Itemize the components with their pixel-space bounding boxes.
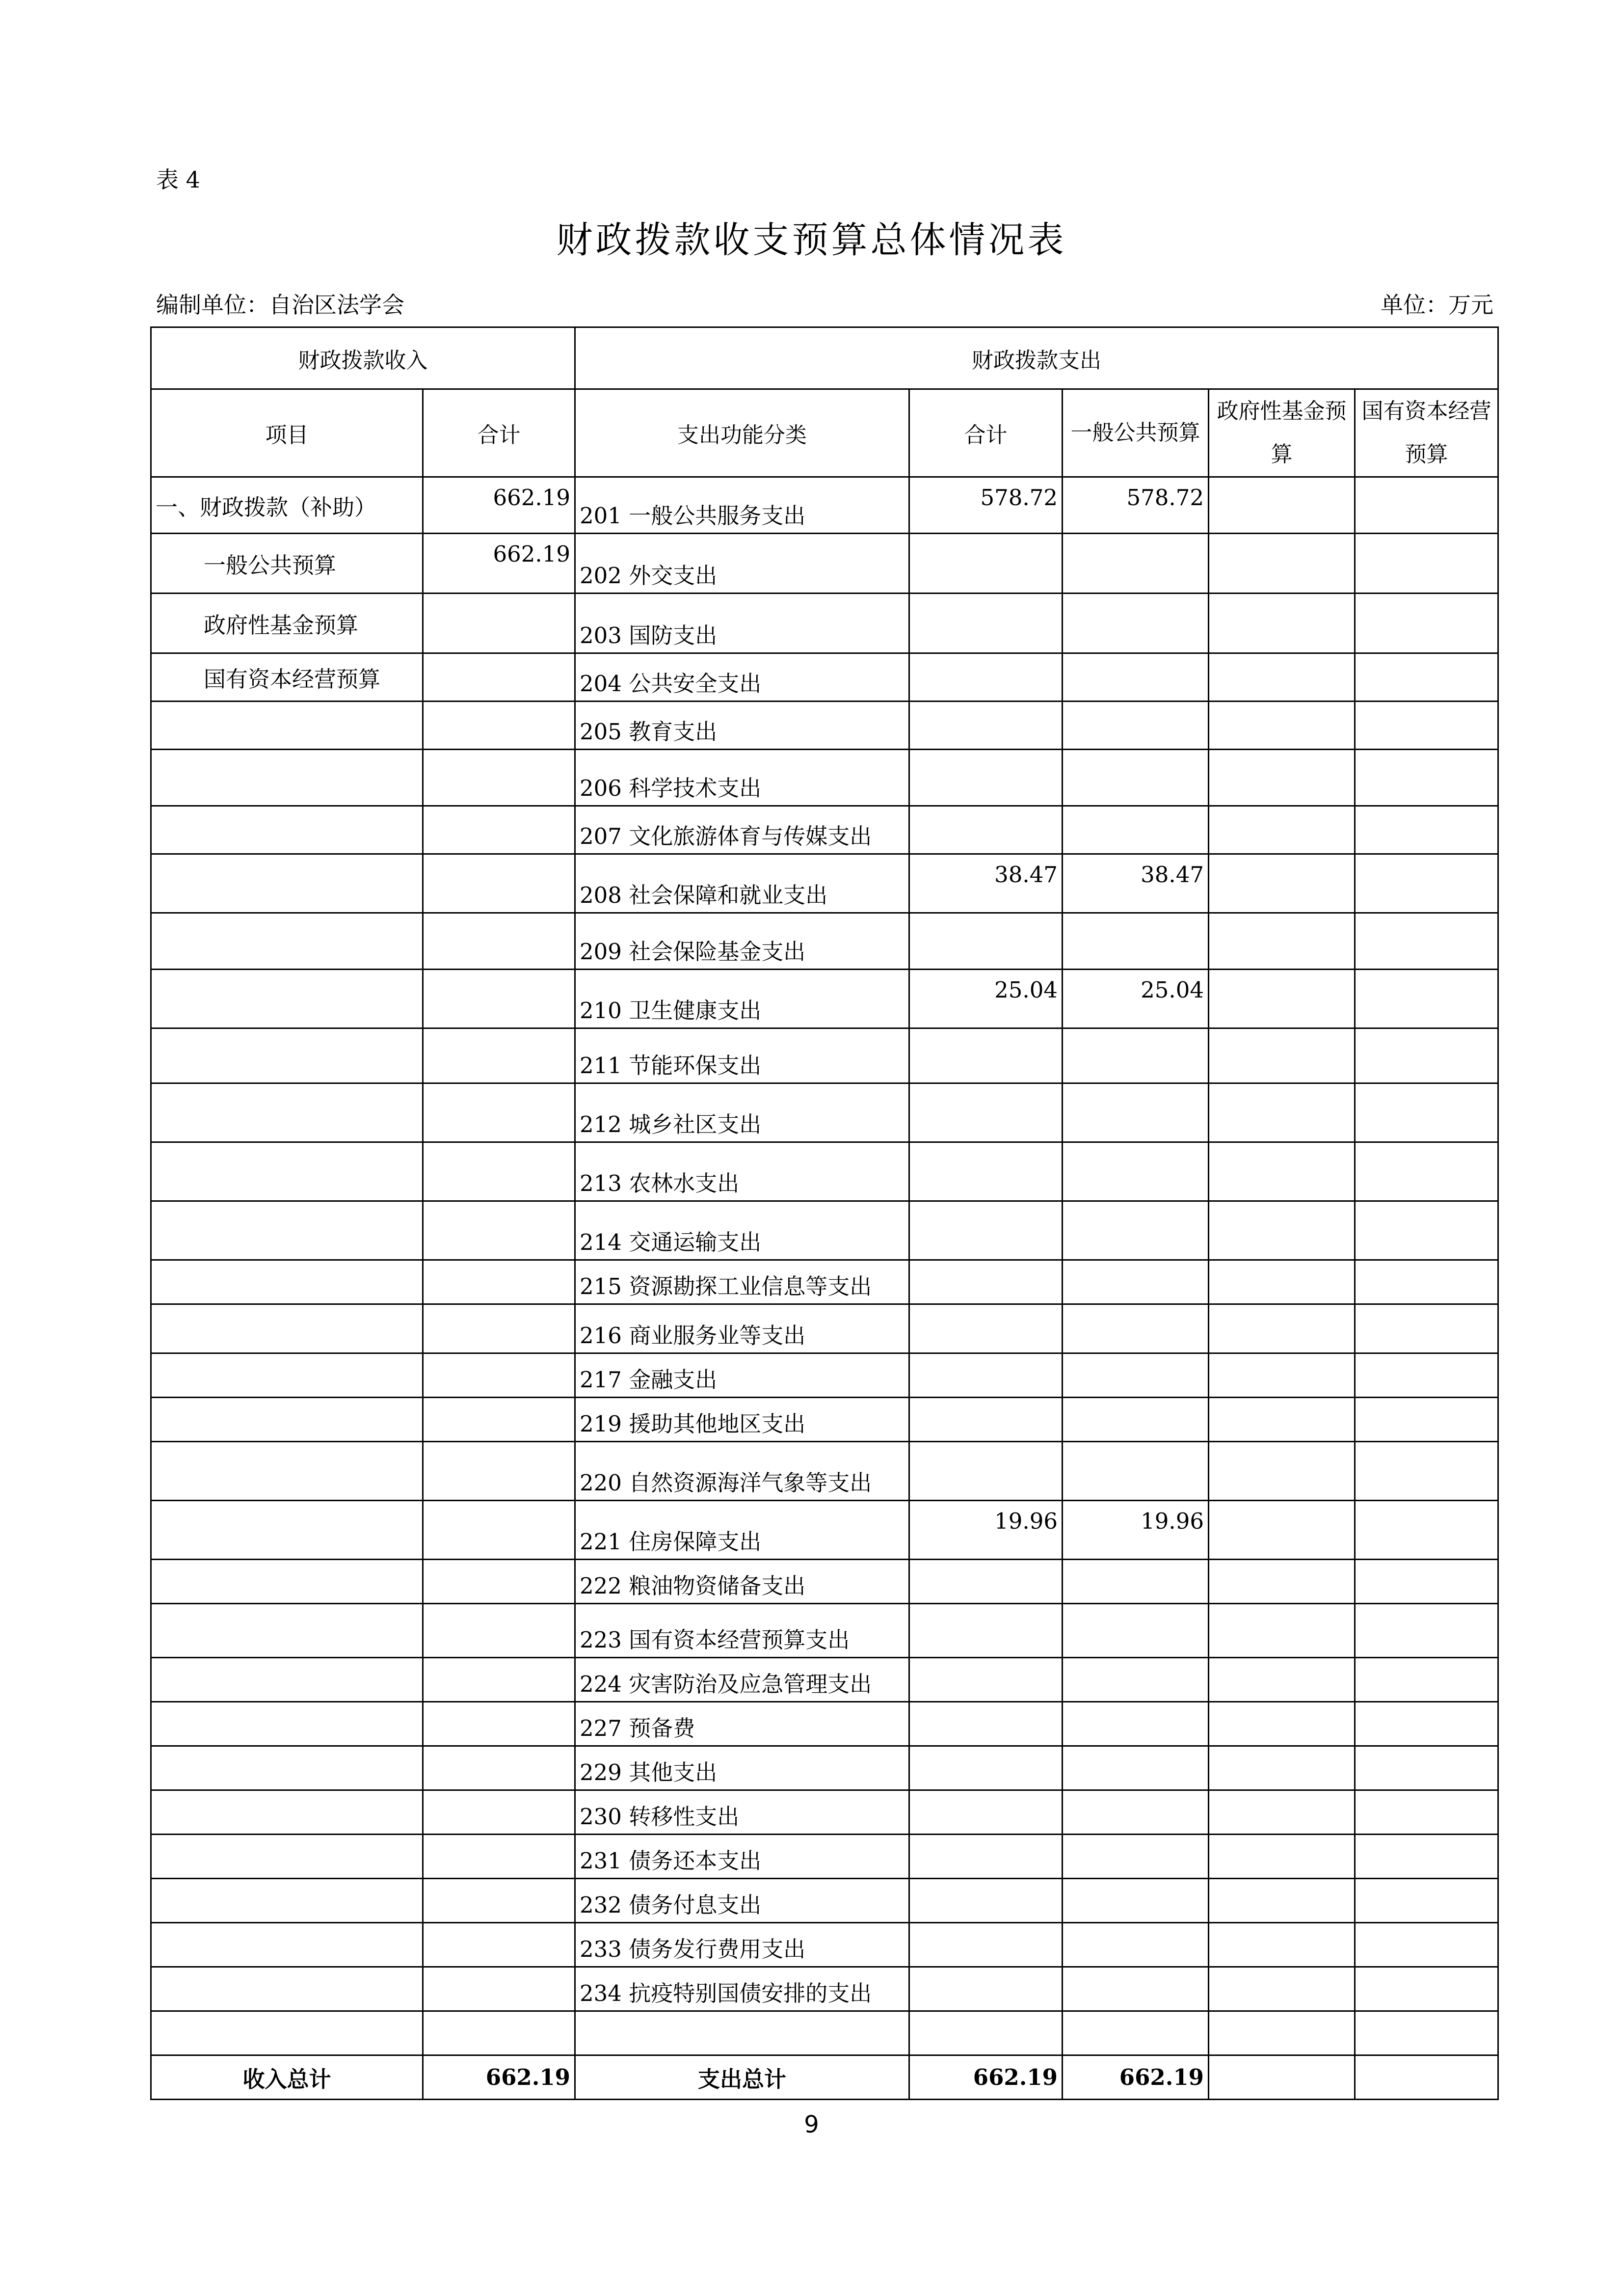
fund-budget-cell — [1209, 1304, 1355, 1353]
expense-total-cell — [909, 1658, 1063, 1702]
table-row — [151, 1201, 1498, 1260]
fund-budget-cell — [1209, 1923, 1355, 1967]
income-total-cell — [423, 1658, 575, 1702]
general-budget-cell — [1063, 594, 1209, 653]
soe-budget-cell — [1355, 594, 1498, 653]
expense-total-cell — [909, 1967, 1063, 2011]
fund-budget-cell — [1209, 750, 1355, 806]
income-item-cell — [151, 1746, 423, 1790]
soe-budget-cell — [1355, 1746, 1498, 1790]
income-item-cell — [151, 1083, 423, 1142]
table-number: 表 4 — [156, 166, 200, 193]
income-total-label: 收入总计 — [151, 2055, 423, 2100]
income-total-cell — [423, 913, 575, 970]
table-row — [151, 806, 1498, 854]
group-expense-header: 财政拨款支出 — [575, 327, 1498, 389]
expense-item-cell: 219 援助其他地区支出 — [575, 1398, 909, 1442]
table-row — [151, 2011, 1498, 2055]
income-total-cell — [423, 1702, 575, 1746]
general-grand-total: 662.19 — [1063, 2055, 1209, 2100]
fund-budget-cell — [1209, 970, 1355, 1028]
general-budget-cell — [1063, 1353, 1209, 1398]
income-item-cell — [151, 854, 423, 913]
general-budget-cell — [1063, 1398, 1209, 1442]
income-item-cell — [151, 1658, 423, 1702]
income-total-cell — [423, 1083, 575, 1142]
soe-budget-cell — [1355, 1790, 1498, 1835]
income-item-cell — [151, 1879, 423, 1923]
income-total-cell — [423, 1028, 575, 1083]
income-total-cell — [423, 1879, 575, 1923]
income-total-cell — [423, 1560, 575, 1604]
income-total-cell — [423, 806, 575, 854]
expense-item-cell: 212 城乡社区支出 — [575, 1083, 909, 1142]
expense-item-cell: 229 其他支出 — [575, 1746, 909, 1790]
table-row — [151, 970, 1498, 1028]
expense-total-cell — [909, 702, 1063, 750]
fund-budget-cell — [1209, 594, 1355, 653]
expense-total-cell — [909, 1260, 1063, 1304]
soe-budget-cell — [1355, 1501, 1498, 1560]
income-total-cell: 662.19 — [423, 534, 575, 594]
income-item-cell — [151, 1560, 423, 1604]
soe-budget-cell — [1355, 1028, 1498, 1083]
general-budget-cell — [1063, 1835, 1209, 1879]
col-general-header: 一般公共预算 — [1063, 389, 1209, 477]
table-row — [151, 1702, 1498, 1746]
income-item-cell — [151, 1501, 423, 1560]
general-budget-cell: 38.47 — [1063, 854, 1209, 913]
fund-budget-cell — [1209, 1835, 1355, 1879]
expense-total-cell — [909, 1142, 1063, 1201]
income-item-cell — [151, 970, 423, 1028]
income-total-cell — [423, 1967, 575, 2011]
income-item-cell — [151, 1028, 423, 1083]
general-budget-cell — [1063, 1260, 1209, 1304]
general-budget-cell — [1063, 2011, 1209, 2055]
income-total-cell — [423, 1142, 575, 1201]
soe-grand-total — [1355, 2055, 1498, 2100]
soe-budget-cell — [1355, 1442, 1498, 1501]
expense-total-cell — [909, 750, 1063, 806]
expense-item-cell: 208 社会保障和就业支出 — [575, 854, 909, 913]
income-item-cell — [151, 1142, 423, 1201]
income-item-cell — [151, 1442, 423, 1501]
soe-budget-cell — [1355, 806, 1498, 854]
expense-item-cell: 231 债务还本支出 — [575, 1835, 909, 1879]
page-number: 9 — [804, 2111, 819, 2138]
fund-budget-cell — [1209, 1967, 1355, 2011]
table-row — [151, 1790, 1498, 1835]
expense-total-cell — [909, 653, 1063, 702]
general-budget-cell — [1063, 1304, 1209, 1353]
table-row — [151, 1398, 1498, 1442]
fund-budget-cell — [1209, 1028, 1355, 1083]
soe-budget-cell — [1355, 2011, 1498, 2055]
fund-budget-cell — [1209, 1560, 1355, 1604]
income-total-cell — [423, 1304, 575, 1353]
expense-item-cell: 207 文化旅游体育与传媒支出 — [575, 806, 909, 854]
expense-total-cell — [909, 1442, 1063, 1501]
general-budget-cell — [1063, 913, 1209, 970]
general-budget-cell — [1063, 806, 1209, 854]
expense-total-cell — [909, 1923, 1063, 1967]
col-total-in-header: 合计 — [423, 389, 575, 477]
income-item-cell — [151, 806, 423, 854]
income-total-cell — [423, 1604, 575, 1658]
fund-grand-total — [1209, 2055, 1355, 2100]
table-row — [151, 653, 1498, 702]
expense-total-cell — [909, 1835, 1063, 1879]
table-row — [151, 1353, 1498, 1398]
col-func-class-header: 支出功能分类 — [575, 389, 909, 477]
income-total-cell — [423, 970, 575, 1028]
general-budget-cell — [1063, 1790, 1209, 1835]
income-total-cell — [423, 2011, 575, 2055]
income-item-cell — [151, 2011, 423, 2055]
general-budget-cell — [1063, 1967, 1209, 2011]
expense-item-cell: 201 一般公共服务支出 — [575, 477, 909, 534]
expense-item-cell: 213 农林水支出 — [575, 1142, 909, 1201]
table-row — [151, 1304, 1498, 1353]
expense-total-cell — [909, 1560, 1063, 1604]
income-total-cell — [423, 1353, 575, 1398]
expense-total-cell — [909, 1790, 1063, 1835]
table-row — [151, 1083, 1498, 1142]
fund-budget-cell — [1209, 477, 1355, 534]
general-budget-cell — [1063, 1201, 1209, 1260]
expense-total-cell — [909, 1028, 1063, 1083]
soe-budget-cell — [1355, 1702, 1498, 1746]
general-budget-cell — [1063, 1142, 1209, 1201]
income-item-cell: 一般公共预算 — [151, 534, 423, 594]
unit-label: 单位：万元 — [1381, 292, 1493, 318]
income-item-cell — [151, 1260, 423, 1304]
income-item-cell — [151, 1923, 423, 1967]
income-total-cell — [423, 1923, 575, 1967]
expense-total-cell — [909, 806, 1063, 854]
income-total-cell — [423, 1790, 575, 1835]
income-total-cell — [423, 1835, 575, 1879]
expense-total-cell — [909, 1353, 1063, 1398]
soe-budget-cell — [1355, 1398, 1498, 1442]
table-row — [151, 594, 1498, 653]
soe-budget-cell — [1355, 854, 1498, 913]
fund-budget-cell — [1209, 913, 1355, 970]
income-total-cell — [423, 854, 575, 913]
expense-total-cell — [909, 1879, 1063, 1923]
income-total-cell — [423, 1201, 575, 1260]
income-total-cell: 662.19 — [423, 477, 575, 534]
expense-item-cell: 206 科学技术支出 — [575, 750, 909, 806]
soe-budget-cell — [1355, 1304, 1498, 1353]
expense-total-cell — [909, 913, 1063, 970]
expense-total-cell — [909, 1604, 1063, 1658]
income-total-cell — [423, 1398, 575, 1442]
soe-budget-cell — [1355, 1604, 1498, 1658]
table-row — [151, 1923, 1498, 1967]
general-budget-cell — [1063, 1879, 1209, 1923]
income-item-cell — [151, 913, 423, 970]
income-total-cell — [423, 702, 575, 750]
fund-budget-cell — [1209, 1790, 1355, 1835]
expense-item-cell: 227 预备费 — [575, 1702, 909, 1746]
expense-total-cell — [909, 1201, 1063, 1260]
income-total-cell — [423, 1501, 575, 1560]
expense-total-cell — [909, 534, 1063, 594]
expense-total-cell: 19.96 — [909, 1501, 1063, 1560]
income-total-cell — [423, 653, 575, 702]
soe-budget-cell — [1355, 1658, 1498, 1702]
expense-item-cell: 233 债务发行费用支出 — [575, 1923, 909, 1967]
soe-budget-cell — [1355, 1083, 1498, 1142]
fund-budget-cell — [1209, 1501, 1355, 1560]
soe-budget-cell — [1355, 1835, 1498, 1879]
general-budget-cell — [1063, 1560, 1209, 1604]
table-row — [151, 1835, 1498, 1879]
fund-budget-cell — [1209, 1658, 1355, 1702]
fund-budget-cell — [1209, 1442, 1355, 1501]
income-grand-total: 662.19 — [423, 2055, 575, 2100]
soe-budget-cell — [1355, 750, 1498, 806]
table-row — [151, 1260, 1498, 1304]
income-item-cell — [151, 1702, 423, 1746]
income-item-cell — [151, 1604, 423, 1658]
totals-row — [151, 2055, 1498, 2100]
table-row — [151, 1967, 1498, 2011]
income-item-cell — [151, 1967, 423, 2011]
expense-total-cell: 25.04 — [909, 970, 1063, 1028]
expense-item-cell: 211 节能环保支出 — [575, 1028, 909, 1083]
expense-item-cell: 230 转移性支出 — [575, 1790, 909, 1835]
soe-budget-cell — [1355, 1142, 1498, 1201]
expense-total-cell — [909, 1398, 1063, 1442]
fund-budget-cell — [1209, 806, 1355, 854]
group-header-row — [151, 327, 1498, 389]
expense-item-cell: 204 公共安全支出 — [575, 653, 909, 702]
col-total-out-header: 合计 — [909, 389, 1063, 477]
expense-item-cell: 215 资源勘探工业信息等支出 — [575, 1260, 909, 1304]
general-budget-cell: 578.72 — [1063, 477, 1209, 534]
expense-item-cell: 203 国防支出 — [575, 594, 909, 653]
fund-budget-cell — [1209, 534, 1355, 594]
income-total-cell — [423, 1260, 575, 1304]
page-title: 财政拨款收支预算总体情况表 — [556, 219, 1067, 261]
col-fund-header: 政府性基金预算 — [1209, 389, 1355, 477]
soe-budget-cell — [1355, 477, 1498, 534]
fund-budget-cell — [1209, 1201, 1355, 1260]
fund-budget-cell — [1209, 1353, 1355, 1398]
expense-total-cell — [909, 1083, 1063, 1142]
general-budget-cell — [1063, 1083, 1209, 1142]
expense-total-cell: 38.47 — [909, 854, 1063, 913]
table-row — [151, 702, 1498, 750]
table-row — [151, 1142, 1498, 1201]
expense-total-cell — [909, 1746, 1063, 1790]
fund-budget-cell — [1209, 1083, 1355, 1142]
soe-budget-cell — [1355, 1560, 1498, 1604]
fund-budget-cell — [1209, 1142, 1355, 1201]
income-item-cell — [151, 1835, 423, 1879]
general-budget-cell — [1063, 1702, 1209, 1746]
table-row — [151, 1604, 1498, 1658]
income-item-cell: 国有资本经营预算 — [151, 653, 423, 702]
income-item-cell — [151, 1398, 423, 1442]
soe-budget-cell — [1355, 1260, 1498, 1304]
general-budget-cell — [1063, 1442, 1209, 1501]
expense-item-cell: 205 教育支出 — [575, 702, 909, 750]
expense-item-cell: 210 卫生健康支出 — [575, 970, 909, 1028]
income-item-cell — [151, 702, 423, 750]
expense-total-cell: 578.72 — [909, 477, 1063, 534]
expense-item-cell: 202 外交支出 — [575, 534, 909, 594]
general-budget-cell — [1063, 1604, 1209, 1658]
table-row — [151, 1658, 1498, 1702]
income-total-cell — [423, 1442, 575, 1501]
soe-budget-cell — [1355, 1879, 1498, 1923]
expense-total-label: 支出总计 — [575, 2055, 909, 2100]
table-row — [151, 750, 1498, 806]
expense-item-cell: 214 交通运输支出 — [575, 1201, 909, 1260]
fund-budget-cell — [1209, 1604, 1355, 1658]
expense-item-cell: 232 债务付息支出 — [575, 1879, 909, 1923]
expense-item-cell: 209 社会保险基金支出 — [575, 913, 909, 970]
table-row — [151, 534, 1498, 594]
col-soe-header: 国有资本经营预算 — [1355, 389, 1498, 477]
table-row — [151, 1442, 1498, 1501]
general-budget-cell: 19.96 — [1063, 1501, 1209, 1560]
income-item-cell — [151, 1790, 423, 1835]
general-budget-cell — [1063, 534, 1209, 594]
table-row — [151, 1028, 1498, 1083]
expense-item-cell: 222 粮油物资储备支出 — [575, 1560, 909, 1604]
compiling-unit: 编制单位：自治区法学会 — [156, 292, 404, 318]
table-row — [151, 477, 1498, 534]
table-row — [151, 854, 1498, 913]
fund-budget-cell — [1209, 854, 1355, 913]
general-budget-cell — [1063, 702, 1209, 750]
table-row — [151, 913, 1498, 970]
soe-budget-cell — [1355, 534, 1498, 594]
expense-total-cell — [909, 1702, 1063, 1746]
income-item-cell: 政府性基金预算 — [151, 594, 423, 653]
table-row — [151, 1501, 1498, 1560]
budget-table — [150, 326, 1499, 2100]
income-item-cell — [151, 1304, 423, 1353]
soe-budget-cell — [1355, 1967, 1498, 2011]
expense-grand-total: 662.19 — [909, 2055, 1063, 2100]
expense-total-cell — [909, 2011, 1063, 2055]
col-item-header: 项目 — [151, 389, 423, 477]
expense-total-cell — [909, 594, 1063, 653]
table-row — [151, 1560, 1498, 1604]
soe-budget-cell — [1355, 1923, 1498, 1967]
column-header-row — [151, 389, 1498, 477]
expense-item-cell: 216 商业服务业等支出 — [575, 1304, 909, 1353]
expense-total-cell — [909, 1304, 1063, 1353]
expense-item-cell: 217 金融支出 — [575, 1353, 909, 1398]
soe-budget-cell — [1355, 913, 1498, 970]
fund-budget-cell — [1209, 1702, 1355, 1746]
soe-budget-cell — [1355, 702, 1498, 750]
expense-item-cell: 234 抗疫特别国债安排的支出 — [575, 1967, 909, 2011]
income-item-cell: 一、财政拨款（补助） — [151, 477, 423, 534]
fund-budget-cell — [1209, 1746, 1355, 1790]
expense-item-cell: 224 灾害防治及应急管理支出 — [575, 1658, 909, 1702]
fund-budget-cell — [1209, 1398, 1355, 1442]
group-income-header: 财政拨款收入 — [151, 327, 575, 389]
expense-item-cell: 221 住房保障支出 — [575, 1501, 909, 1560]
expense-item-cell: 223 国有资本经营预算支出 — [575, 1604, 909, 1658]
general-budget-cell: 25.04 — [1063, 970, 1209, 1028]
soe-budget-cell — [1355, 653, 1498, 702]
soe-budget-cell — [1355, 1201, 1498, 1260]
general-budget-cell — [1063, 653, 1209, 702]
income-total-cell — [423, 594, 575, 653]
income-total-cell — [423, 1746, 575, 1790]
fund-budget-cell — [1209, 1260, 1355, 1304]
general-budget-cell — [1063, 1923, 1209, 1967]
fund-budget-cell — [1209, 702, 1355, 750]
fund-budget-cell — [1209, 1879, 1355, 1923]
table-row — [151, 1746, 1498, 1790]
general-budget-cell — [1063, 1658, 1209, 1702]
fund-budget-cell — [1209, 653, 1355, 702]
table-row — [151, 1879, 1498, 1923]
expense-item-cell: 220 自然资源海洋气象等支出 — [575, 1442, 909, 1501]
income-item-cell — [151, 750, 423, 806]
income-item-cell — [151, 1353, 423, 1398]
fund-budget-cell — [1209, 2011, 1355, 2055]
income-item-cell — [151, 1201, 423, 1260]
general-budget-cell — [1063, 750, 1209, 806]
general-budget-cell — [1063, 1028, 1209, 1083]
soe-budget-cell — [1355, 970, 1498, 1028]
soe-budget-cell — [1355, 1353, 1498, 1398]
income-total-cell — [423, 750, 575, 806]
general-budget-cell — [1063, 1746, 1209, 1790]
expense-item-cell — [575, 2011, 909, 2055]
